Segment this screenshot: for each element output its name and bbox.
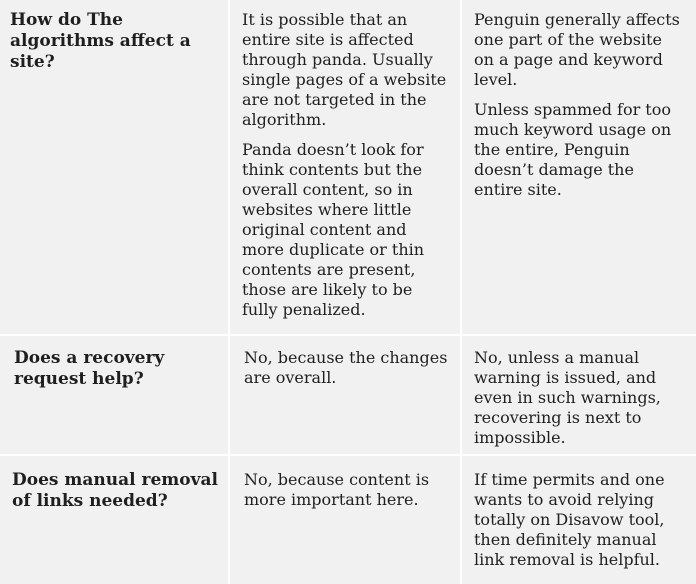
row-1-panda-cell: [230, 0, 460, 334]
row-3-question-text: Does manual removal of links needed?: [12, 470, 218, 511]
row-1-penguin-text-1: Penguin generally affects one part of the website on a page and keyword level.: [474, 10, 680, 89]
row-1-panda-text-1: It is possible that an entire site is affected through panda. Usually single pages of a website are not targeted in the algorithm.: [242, 10, 447, 129]
row-2-question: [0, 336, 228, 454]
row-1-question: [0, 0, 228, 334]
row-2-penguin-cell: [462, 336, 696, 454]
row-1-question-text: How do The algorithms affect a site?: [10, 10, 191, 72]
row-3-penguin-text-1: If time permits and one wants to avoid relying totally on Disavow tool, then definitely manual link removal is helpful.: [474, 470, 665, 569]
row-1-penguin-text-2: Unless spammed for too much keyword usage on the entire, Penguin doesn’t damage the entire site.: [474, 100, 672, 199]
row-3-question: [0, 456, 228, 584]
row-1-panda-text-2: Panda doesn’t look for think contents but the overall content, so in websites where little original content and more duplicate or thin contents are present, those are likely to be fully penalized.: [242, 140, 425, 319]
row-3-panda-cell: [230, 456, 460, 584]
row-2-question-text: Does a recovery request help?: [14, 348, 165, 389]
row-2-panda-cell: [230, 336, 460, 454]
row-3-penguin-cell: [462, 456, 696, 584]
row-2-penguin-text-1: No, unless a manual warning is issued, and even in such warnings, recovering is next to impossible.: [474, 348, 661, 447]
row-1-penguin-cell: [462, 0, 696, 334]
row-3-panda-text-1: No, because content is more important here.: [244, 470, 430, 509]
row-2-panda-text-1: No, because the changes are overall.: [244, 348, 448, 387]
